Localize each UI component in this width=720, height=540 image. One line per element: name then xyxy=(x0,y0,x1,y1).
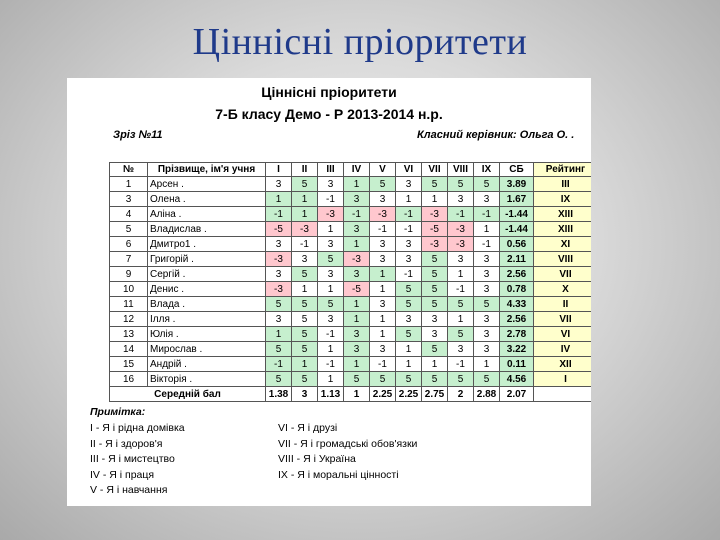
student-name-cell: Арсен . xyxy=(148,177,266,192)
teacher-label: Класний керівник: Ольга О. . xyxy=(417,129,575,141)
score-cell: 5 xyxy=(422,372,448,387)
score-cell: 3 xyxy=(474,327,500,342)
score-cell: -3 xyxy=(318,207,344,222)
table-row xyxy=(110,267,592,282)
rating-cell: VII xyxy=(534,312,592,327)
average-score-cell: -1.44 xyxy=(500,222,534,237)
table-row xyxy=(110,207,592,222)
average-sb-cell: 2.07 xyxy=(500,387,534,402)
score-cell: 1 xyxy=(318,372,344,387)
header-cell: VIII xyxy=(448,163,474,177)
student-name-cell: Владислав . xyxy=(148,222,266,237)
header-cell: СБ xyxy=(500,163,534,177)
score-cell: 5 xyxy=(292,327,318,342)
student-name-cell: Ілля . xyxy=(148,312,266,327)
score-cell: 1 xyxy=(396,357,422,372)
score-cell: 1 xyxy=(344,312,370,327)
score-cell: 1 xyxy=(422,192,448,207)
header-cell: IV xyxy=(344,163,370,177)
score-cell: -1 xyxy=(292,237,318,252)
score-cell: 3 xyxy=(370,237,396,252)
score-cell: 1 xyxy=(344,177,370,192)
score-cell: 1 xyxy=(344,297,370,312)
document-image xyxy=(67,78,591,506)
average-score-cell: 3.22 xyxy=(500,342,534,357)
average-value-cell: 2.25 xyxy=(396,387,422,402)
score-cell: -1 xyxy=(266,207,292,222)
score-cell: 3 xyxy=(448,252,474,267)
average-value-cell: 1.13 xyxy=(318,387,344,402)
score-cell: 1 xyxy=(370,312,396,327)
score-cell: 5 xyxy=(448,177,474,192)
score-cell: 1 xyxy=(292,207,318,222)
score-cell: 5 xyxy=(292,267,318,282)
average-score-cell: 0.78 xyxy=(500,282,534,297)
score-cell: 3 xyxy=(396,177,422,192)
rating-cell: III xyxy=(534,177,592,192)
document-subtitle: 7-Б класу Демо - Р 2013-2014 н.р. xyxy=(215,106,443,122)
average-value-cell: 2.88 xyxy=(474,387,500,402)
score-cell: -1 xyxy=(396,207,422,222)
average-score-cell: 0.56 xyxy=(500,237,534,252)
average-value-cell: 1.38 xyxy=(266,387,292,402)
student-name-cell: Аліна . xyxy=(148,207,266,222)
score-cell: -1 xyxy=(396,267,422,282)
score-cell: 5 xyxy=(266,297,292,312)
header-cell: III xyxy=(318,163,344,177)
score-cell: 1 xyxy=(474,357,500,372)
score-cell: 5 xyxy=(474,177,500,192)
values-table xyxy=(109,162,591,402)
table-row xyxy=(110,252,592,267)
table-row xyxy=(110,192,592,207)
rating-cell: XII xyxy=(534,357,592,372)
score-cell: 3 xyxy=(474,312,500,327)
score-cell: 1 xyxy=(318,222,344,237)
score-cell: 5 xyxy=(292,297,318,312)
score-cell: -1 xyxy=(344,207,370,222)
slide-title: Ціннісні пріоритети xyxy=(192,21,528,63)
score-cell: 3 xyxy=(370,252,396,267)
average-rating-cell xyxy=(534,387,592,402)
score-cell: 3 xyxy=(370,192,396,207)
score-cell: -5 xyxy=(266,222,292,237)
rating-cell: IX xyxy=(534,192,592,207)
note-item: I - Я і рідна домівка xyxy=(90,422,185,434)
score-cell: -3 xyxy=(448,222,474,237)
header-cell: II xyxy=(292,163,318,177)
row-number-cell: 4 xyxy=(110,207,148,222)
note-item: II - Я і здоров'я xyxy=(90,437,163,450)
score-cell: 5 xyxy=(474,372,500,387)
score-cell: 5 xyxy=(396,282,422,297)
score-cell: 3 xyxy=(292,252,318,267)
table-row xyxy=(110,297,592,312)
score-cell: -1 xyxy=(474,207,500,222)
score-cell: -1 xyxy=(396,222,422,237)
score-cell: -1 xyxy=(318,357,344,372)
score-cell: -1 xyxy=(448,282,474,297)
rating-cell: I xyxy=(534,372,592,387)
student-name-cell: Сергій . xyxy=(148,267,266,282)
row-number-cell: 15 xyxy=(110,357,148,372)
student-name-cell: Влада . xyxy=(148,297,266,312)
table-row xyxy=(110,342,592,357)
score-cell: 1 xyxy=(370,282,396,297)
score-cell: -1 xyxy=(370,357,396,372)
score-cell: 1 xyxy=(370,267,396,282)
score-cell: 5 xyxy=(344,372,370,387)
score-cell: 3 xyxy=(344,342,370,357)
score-cell: 3 xyxy=(474,267,500,282)
rating-cell: VIII xyxy=(534,252,592,267)
header-cell: Прізвище, ім'я учня xyxy=(148,163,266,177)
score-cell: 1 xyxy=(448,312,474,327)
score-cell: 1 xyxy=(292,357,318,372)
score-cell: 5 xyxy=(266,372,292,387)
row-number-cell: 1 xyxy=(110,177,148,192)
score-cell: -3 xyxy=(422,237,448,252)
score-cell: 3 xyxy=(266,267,292,282)
document-title: Ціннісні пріоритети xyxy=(261,84,397,100)
score-cell: 5 xyxy=(422,252,448,267)
note-item: III - Я і мистецтво xyxy=(90,453,175,465)
score-cell: 5 xyxy=(292,372,318,387)
average-value-cell: 1 xyxy=(344,387,370,402)
score-cell: 5 xyxy=(318,297,344,312)
student-name-cell: Григорій . xyxy=(148,252,266,267)
score-cell: 3 xyxy=(266,312,292,327)
average-score-cell: 4.56 xyxy=(500,372,534,387)
rating-cell: XI xyxy=(534,237,592,252)
table-row xyxy=(110,222,592,237)
student-name-cell: Вікторія . xyxy=(148,372,266,387)
row-number-cell: 3 xyxy=(110,192,148,207)
average-score-cell: 2.56 xyxy=(500,312,534,327)
table-row xyxy=(110,357,592,372)
table-row xyxy=(110,327,592,342)
average-score-cell: 3.89 xyxy=(500,177,534,192)
score-cell: 3 xyxy=(448,192,474,207)
rating-cell: VII xyxy=(534,267,592,282)
score-cell: -5 xyxy=(422,222,448,237)
student-name-cell: Денис . xyxy=(148,282,266,297)
score-cell: 3 xyxy=(422,327,448,342)
score-cell: 5 xyxy=(422,177,448,192)
average-score-cell: 2.56 xyxy=(500,267,534,282)
score-cell: 5 xyxy=(448,372,474,387)
row-number-cell: 9 xyxy=(110,267,148,282)
student-name-cell: Андрій . xyxy=(148,357,266,372)
score-cell: 5 xyxy=(396,297,422,312)
row-number-cell: 11 xyxy=(110,297,148,312)
score-cell: 3 xyxy=(318,177,344,192)
score-cell: 3 xyxy=(422,312,448,327)
score-cell: -5 xyxy=(344,282,370,297)
score-cell: 1 xyxy=(396,342,422,357)
score-cell: -3 xyxy=(344,252,370,267)
note-item: IV - Я і праця xyxy=(90,468,155,481)
score-cell: 1 xyxy=(344,237,370,252)
row-number-cell: 12 xyxy=(110,312,148,327)
table-row xyxy=(110,177,592,192)
score-cell: 3 xyxy=(344,327,370,342)
score-cell: 5 xyxy=(396,372,422,387)
header-cell: № xyxy=(110,163,148,177)
score-cell: 5 xyxy=(292,342,318,357)
score-cell: 1 xyxy=(292,192,318,207)
table-row xyxy=(110,282,592,297)
score-cell: 5 xyxy=(370,372,396,387)
score-cell: 5 xyxy=(292,177,318,192)
rating-cell: VI xyxy=(534,327,592,342)
score-cell: 5 xyxy=(292,312,318,327)
score-cell: -1 xyxy=(474,237,500,252)
header-cell: V xyxy=(370,163,396,177)
table-row xyxy=(110,237,592,252)
average-value-cell: 3 xyxy=(292,387,318,402)
score-cell: 5 xyxy=(448,297,474,312)
score-cell: 5 xyxy=(370,177,396,192)
score-cell: 1 xyxy=(370,327,396,342)
table-header-row xyxy=(110,163,592,177)
score-cell: -3 xyxy=(266,252,292,267)
row-number-cell: 10 xyxy=(110,282,148,297)
score-cell: 3 xyxy=(474,282,500,297)
average-row xyxy=(110,387,592,402)
note-item: VII - Я і громадські обов'язки xyxy=(278,437,418,450)
notes-title: Примітка: xyxy=(90,406,146,418)
average-label-cell: Середній бал xyxy=(110,387,266,402)
score-cell: 1 xyxy=(266,327,292,342)
average-score-cell: -1.44 xyxy=(500,207,534,222)
score-cell: 5 xyxy=(396,327,422,342)
row-number-cell: 7 xyxy=(110,252,148,267)
score-cell: -3 xyxy=(422,207,448,222)
table-row xyxy=(110,372,592,387)
score-cell: 3 xyxy=(318,237,344,252)
score-cell: -3 xyxy=(266,282,292,297)
table-row xyxy=(110,312,592,327)
score-cell: -1 xyxy=(318,327,344,342)
cut-label: Зріз №11 xyxy=(113,129,163,141)
score-cell: 5 xyxy=(474,297,500,312)
score-cell: 5 xyxy=(422,297,448,312)
score-cell: 5 xyxy=(422,282,448,297)
score-cell: 1 xyxy=(474,222,500,237)
score-cell: 3 xyxy=(318,267,344,282)
score-cell: 1 xyxy=(318,282,344,297)
score-cell: -1 xyxy=(370,222,396,237)
average-score-cell: 2.78 xyxy=(500,327,534,342)
score-cell: 3 xyxy=(370,297,396,312)
note-item: V - Я і навчання xyxy=(90,484,168,496)
row-number-cell: 13 xyxy=(110,327,148,342)
average-value-cell: 2.25 xyxy=(370,387,396,402)
score-cell: -1 xyxy=(448,357,474,372)
average-score-cell: 1.67 xyxy=(500,192,534,207)
header-cell: VI xyxy=(396,163,422,177)
note-item: VIII - Я і Україна xyxy=(278,453,356,465)
header-cell: I xyxy=(266,163,292,177)
rating-cell: XIII xyxy=(534,207,592,222)
score-cell: 3 xyxy=(474,252,500,267)
student-name-cell: Олена . xyxy=(148,192,266,207)
average-value-cell: 2 xyxy=(448,387,474,402)
note-item: IX - Я і моральні цінності xyxy=(278,468,399,481)
score-cell: 3 xyxy=(266,177,292,192)
score-cell: 1 xyxy=(266,192,292,207)
score-cell: 1 xyxy=(318,342,344,357)
average-score-cell: 0.11 xyxy=(500,357,534,372)
score-cell: 3 xyxy=(344,222,370,237)
average-score-cell: 4.33 xyxy=(500,297,534,312)
score-cell: 5 xyxy=(448,327,474,342)
rating-cell: X xyxy=(534,282,592,297)
score-cell: 3 xyxy=(396,252,422,267)
score-cell: -1 xyxy=(266,357,292,372)
rating-cell: IV xyxy=(534,342,592,357)
score-cell: -1 xyxy=(448,207,474,222)
score-cell: 5 xyxy=(318,252,344,267)
row-number-cell: 5 xyxy=(110,222,148,237)
score-cell: -1 xyxy=(318,192,344,207)
score-cell: 3 xyxy=(474,342,500,357)
row-number-cell: 14 xyxy=(110,342,148,357)
score-cell: -3 xyxy=(292,222,318,237)
score-cell: 1 xyxy=(422,357,448,372)
header-cell: IX xyxy=(474,163,500,177)
score-cell: 1 xyxy=(396,192,422,207)
row-number-cell: 16 xyxy=(110,372,148,387)
score-cell: 5 xyxy=(422,342,448,357)
score-cell: 3 xyxy=(474,192,500,207)
score-cell: 3 xyxy=(396,312,422,327)
score-cell: 3 xyxy=(318,312,344,327)
average-score-cell: 2.11 xyxy=(500,252,534,267)
student-name-cell: Дмитро1 . xyxy=(148,237,266,252)
average-value-cell: 2.75 xyxy=(422,387,448,402)
score-cell: 3 xyxy=(344,192,370,207)
score-cell: -3 xyxy=(448,237,474,252)
score-cell: 1 xyxy=(448,267,474,282)
score-cell: 5 xyxy=(266,342,292,357)
score-cell: 1 xyxy=(344,357,370,372)
row-number-cell: 6 xyxy=(110,237,148,252)
student-name-cell: Юлія . xyxy=(148,327,266,342)
rating-cell: II xyxy=(534,297,592,312)
score-cell: 3 xyxy=(370,342,396,357)
header-cell: VII xyxy=(422,163,448,177)
score-cell: 3 xyxy=(396,237,422,252)
score-cell: 3 xyxy=(344,267,370,282)
note-item: VI - Я і друзі xyxy=(278,422,338,434)
score-cell: 3 xyxy=(448,342,474,357)
score-cell: -3 xyxy=(370,207,396,222)
rating-cell: XIII xyxy=(534,222,592,237)
score-cell: 3 xyxy=(266,237,292,252)
header-cell: Рейтинг xyxy=(534,163,592,177)
score-cell: 1 xyxy=(292,282,318,297)
score-cell: 5 xyxy=(422,267,448,282)
student-name-cell: Мирослав . xyxy=(148,342,266,357)
